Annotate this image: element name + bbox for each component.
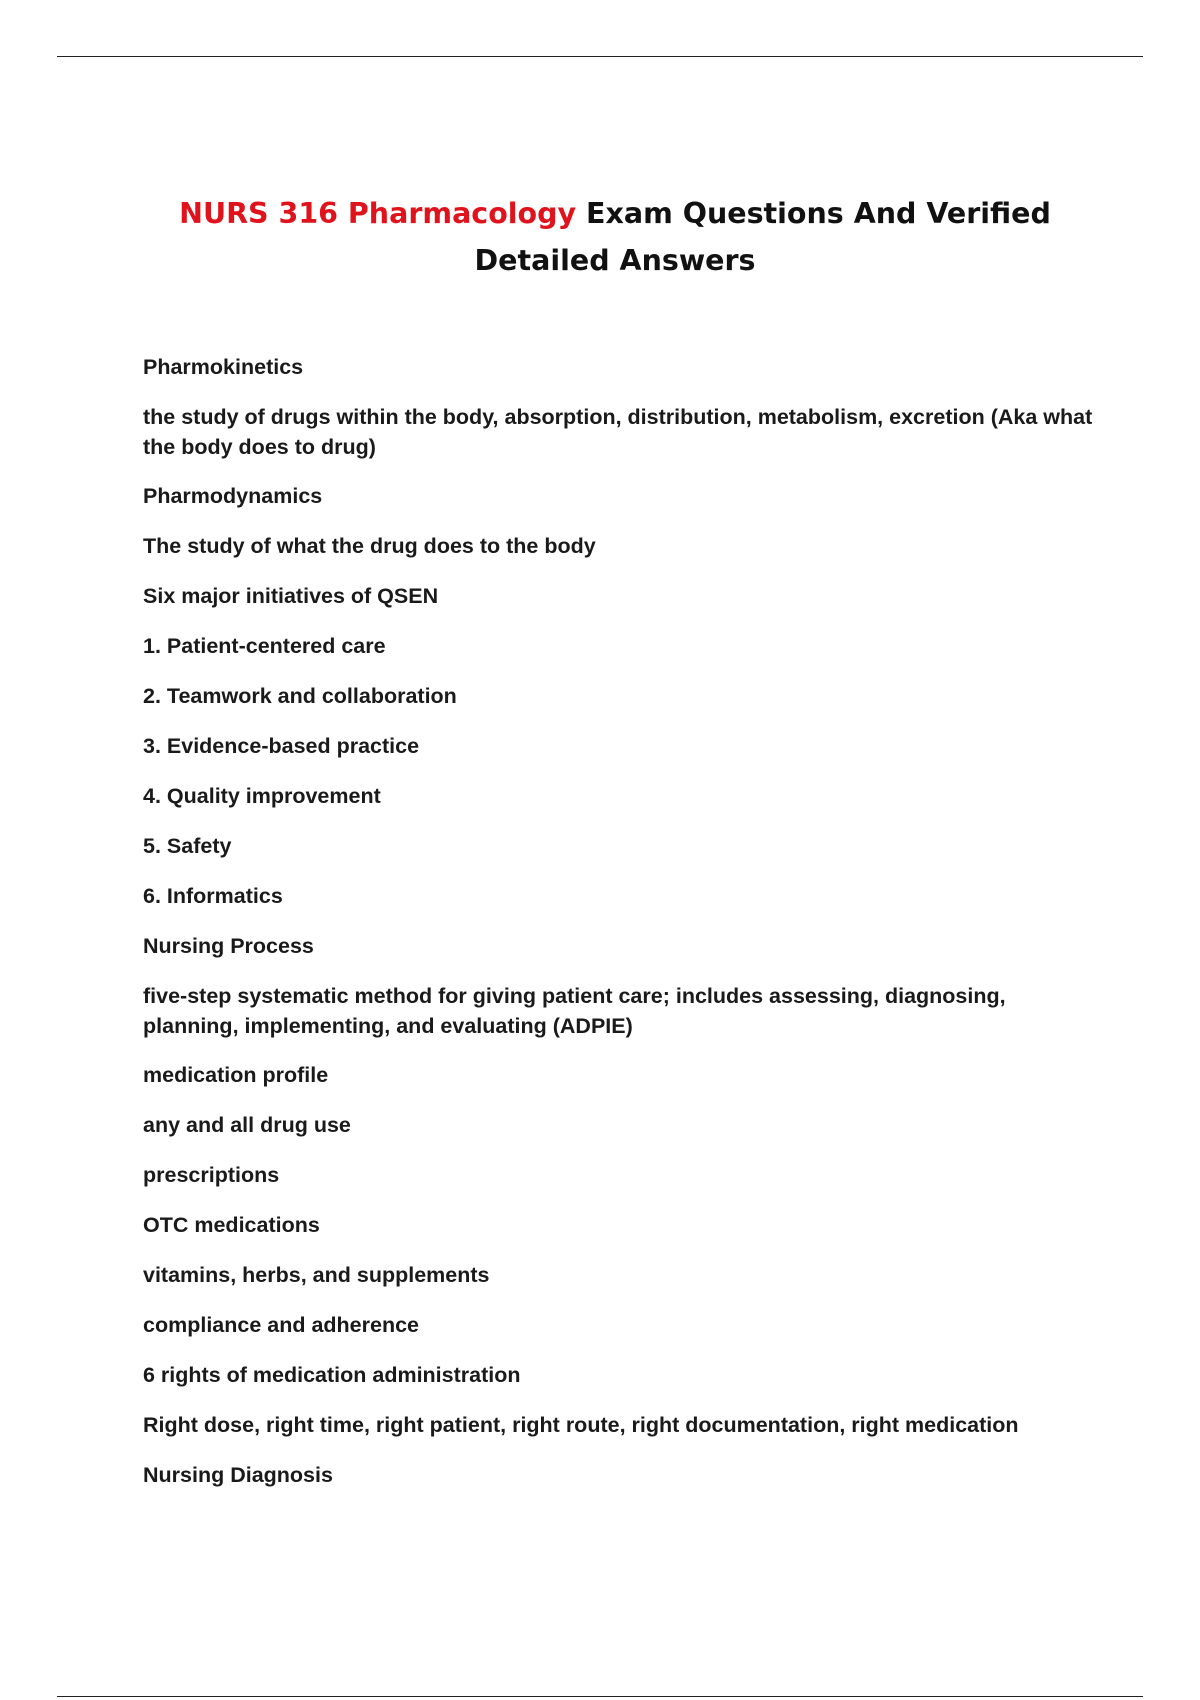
definition-line: The study of what the drug does to the body bbox=[143, 534, 596, 558]
definition-line: the study of drugs within the body, absorption, distribution, metabolism, excretion (Aka what the body does to drug) bbox=[143, 405, 1093, 459]
title-course-name: NURS 316 Pharmacology bbox=[179, 197, 577, 230]
list-item: 6. Informatics bbox=[143, 884, 283, 908]
term-line: Nursing Process bbox=[143, 934, 314, 958]
definition-line: compliance and adherence bbox=[143, 1313, 420, 1337]
list-item: 3. Evidence-based practice bbox=[143, 734, 420, 758]
list-item: 4. Quality improvement bbox=[143, 784, 381, 808]
definition-line: five-step systematic method for giving patient care; includes assessing, diagnosing, planning, implementing, and evaluating (ADPIE) bbox=[143, 984, 1006, 1038]
definition-line: any and all drug use bbox=[143, 1113, 351, 1137]
list-item: 2. Teamwork and collaboration bbox=[143, 684, 457, 708]
definition-line: Right dose, right time, right patient, right route, right documentation, right medication bbox=[143, 1413, 1019, 1437]
footer-rule bbox=[57, 1696, 1143, 1697]
term-line: 6 rights of medication administration bbox=[143, 1363, 521, 1387]
header-rule bbox=[57, 56, 1143, 57]
term-line: medication profile bbox=[143, 1063, 329, 1087]
term-line: prescriptions bbox=[143, 1163, 280, 1187]
list-item: 1. Patient-centered care bbox=[143, 634, 386, 658]
list-item: 5. Safety bbox=[143, 834, 232, 858]
term-line: Pharmodynamics bbox=[143, 484, 323, 508]
definition-line: OTC medications bbox=[143, 1213, 320, 1237]
term-line: vitamins, herbs, and supplements bbox=[143, 1263, 490, 1287]
term-line: Six major initiatives of QSEN bbox=[143, 584, 439, 608]
document-title bbox=[130, 190, 1100, 284]
term-line: Nursing Diagnosis bbox=[143, 1463, 333, 1487]
title-subtitle: Exam Questions And Verified Detailed Answers bbox=[474, 197, 1051, 277]
document-body bbox=[143, 352, 1093, 1510]
term-line: Pharmokinetics bbox=[143, 355, 304, 379]
